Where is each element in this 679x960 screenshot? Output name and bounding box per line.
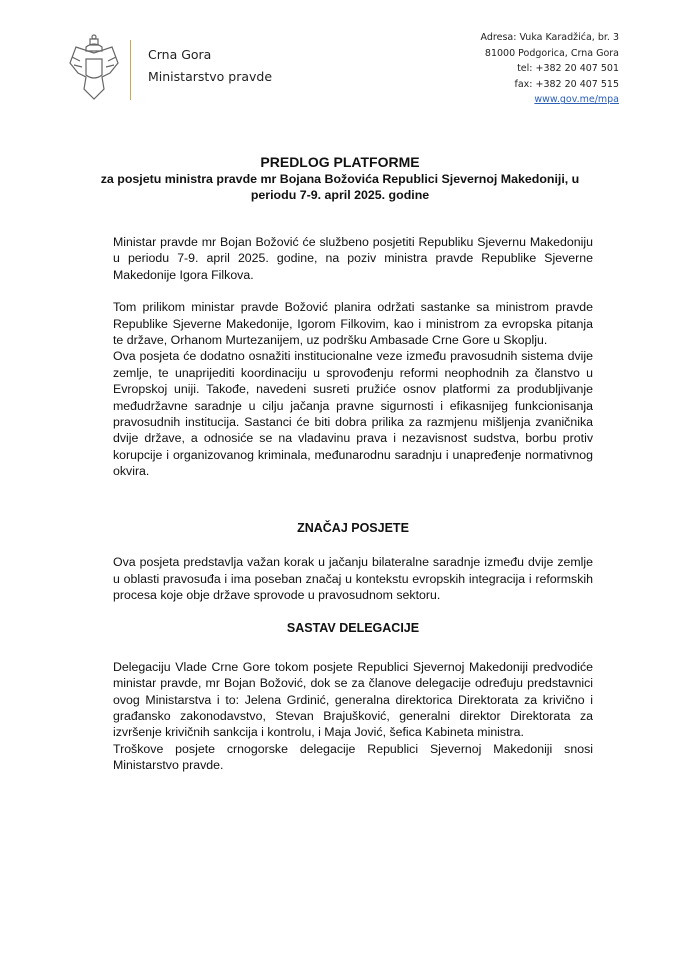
title-sub: periodu 7-9. april 2025. godine (250, 188, 430, 202)
title-sub: za posjetu ministra pravde mr Bojana Božovića Republici Sjevernoj Makedoniji, u (100, 172, 580, 186)
document-body (113, 234, 593, 774)
website-link[interactable]: www.gov.me/mpa (534, 94, 619, 106)
document-title (100, 153, 580, 203)
fax: fax: +382 20 407 515 (514, 78, 619, 90)
address-block (481, 30, 619, 108)
address-line: 81000 Podgorica, Crna Gora (484, 47, 619, 59)
address-line: Adresa: Vuka Karadžića, br. 3 (480, 32, 619, 43)
paragraph: Ova posjeta predstavlja važan korak u jačanju bilateralne saradnje između dvije zemlje u oblasti pravosuđa i ima poseban značaj u kontekstu evropskih integracija i reformskih procesa koje obje države sprovode u pravosudnom sektoru. (113, 555, 593, 602)
header-divider (130, 40, 131, 100)
phone: tel: +382 20 407 501 (517, 63, 619, 75)
paragraph: Ministar pravde mr Bojan Božović će službeno posjetiti Republiku Sjevernu Makedoniju u periodu 7-9. april 2025. godine, na poziv ministra pravde Republike Sjeverne Makedonije Igora Filkova. (113, 235, 593, 282)
title-main: PREDLOG PLATFORME (260, 154, 420, 170)
organization-name (148, 44, 272, 88)
paragraph: Tom prilikom ministar pravde Božović planira održati sastanke sa ministrom pravde Republike Sjeverne Makedonije, Igorom Filkovim, kao i ministrom za evropska pitanja te države, Orhanom Murtezanijem, uz podršku Ambasade Crne Gore u Skoplju. (113, 300, 593, 348)
section-heading: SASTAV DELEGACIJE (286, 621, 420, 636)
coat-of-arms-logo (68, 33, 120, 103)
paragraph: Ova posjeta će dodatno osnažiti institucionalne veze između pravosudnih sistema dvije zemlje, te unaprijediti koordinaciju u sprovođenju reformi neophodnih za članstvo u Evropskoj uniji. Takođe, navedeni susreti pružiće osnov platformi za produbljivanje međudržavne saradnje u cilju jačanja pravne sigurnosti i efikasnijeg funkcionisanja pravosudnih institucija. Sastanci će biti dobra prilika za razmjenu mišljenja zvaničnika dvije države, a odnosiće se na vladavinu prava i nezavisnost sudstva, borbu protiv korupcije i organizovanog kriminala, međunarodnu saradnju i unapređenje normativnog okvira. (113, 349, 593, 479)
paragraph: Troškove posjete crnogorske delegacije Republici Sjevernoj Makedoniji snosi Ministarstvo pravde. (113, 741, 593, 773)
country-name: Crna Gora (148, 47, 212, 62)
ministry-name: Ministarstvo pravde (148, 69, 273, 84)
section-heading: ZNAČAJ POSJETE (297, 520, 409, 535)
paragraph: Delegaciju Vlade Crne Gore tokom posjete Republici Sjevernoj Makedoniji predvodiće ministar pravde, mr Bojan Božović, dok se za članove delegacije određuju predstavnici ovog Ministarstva i to: Jelena Grdinić, generalna direktorica Direktorata za krivično i građansko zakonodavstvo, Stevan Brajušković, generalni direktor Direktorata za izvršenje krivičnih sankcija i kontrolu, i Maja Jović, šefica Kabineta ministra. (113, 659, 593, 740)
